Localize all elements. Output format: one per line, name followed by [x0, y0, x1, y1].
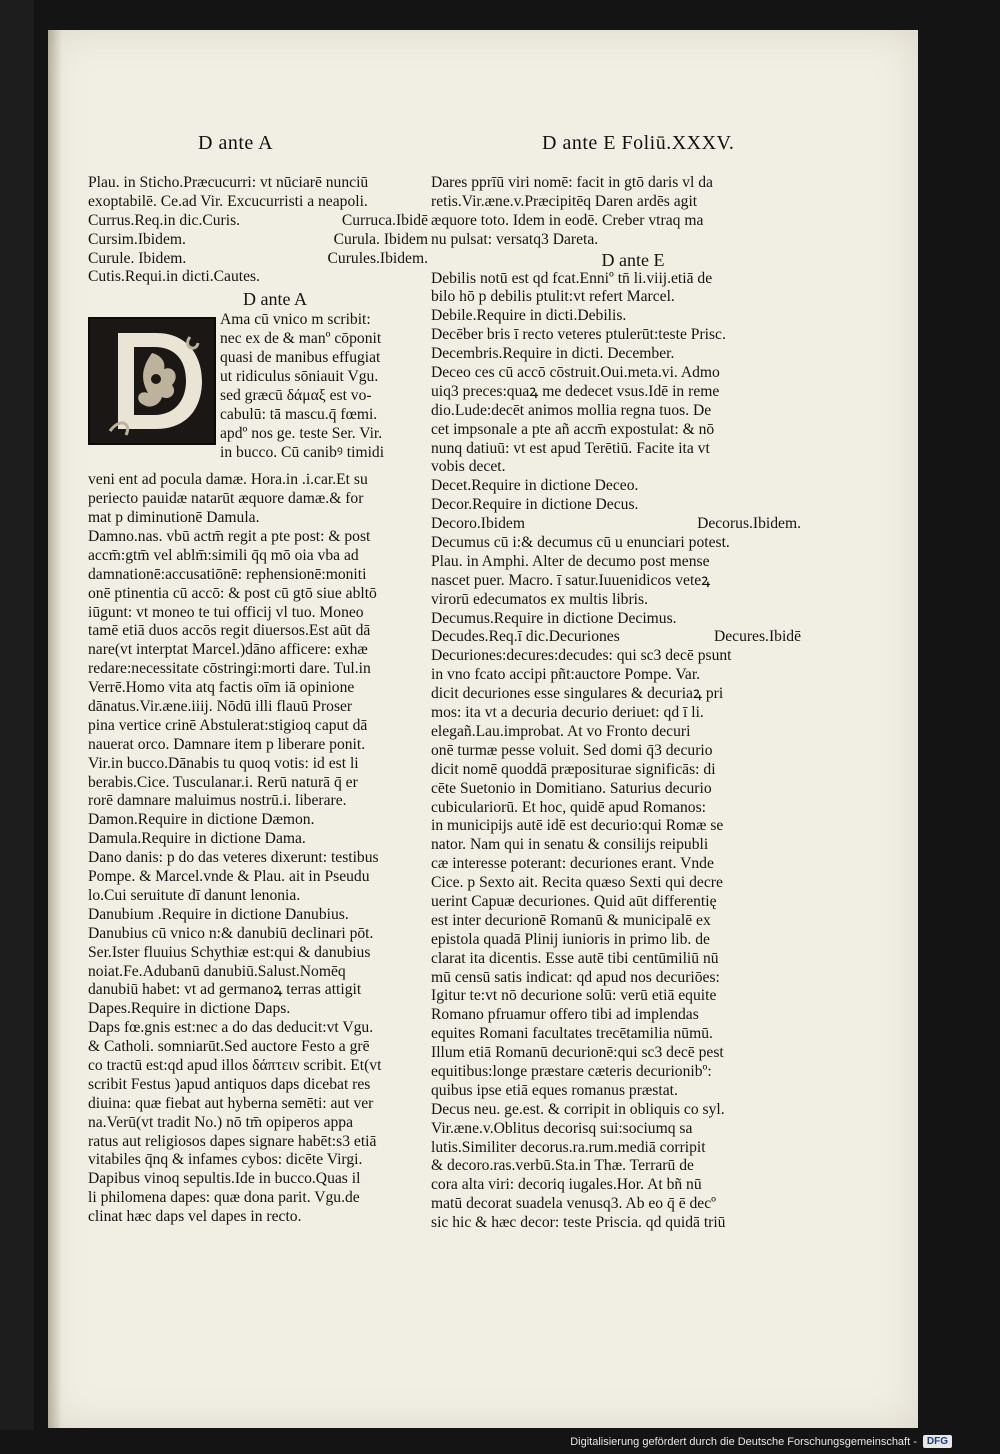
text-line: æquore toto. Idem in eodē. Creber vtraq ma: [431, 211, 704, 229]
text-line: Decus neu. ge.est. & corripit in obliquis co syl.: [431, 1100, 725, 1118]
text-line: mū censū satis indicat: qd apud nos decuriōes:: [431, 968, 720, 986]
scan-background: [0, 0, 34, 1430]
text-line: Decoro.Ibidem: [431, 515, 525, 533]
text-line: damnationē:accusatiōnē: rephensionē:moniti: [88, 565, 367, 583]
text-line: retis.Vir.æne.v.Præcipitēq Daren ardēs agit: [431, 192, 698, 210]
text-line: Decumus.Require in dictione Decimus.: [431, 609, 677, 627]
right-top-lines: [431, 174, 801, 250]
text-line: Decor.Require in dictione Decus.: [431, 496, 639, 514]
left-after-pairs: Cutis.Requi.in dicti.Cautes.: [88, 268, 260, 286]
text-line: cabulū: tā mascu.q̄ fœmi.: [220, 405, 378, 423]
text-line: ratus aut religiosos dapes signare habēt:s3 etiā: [88, 1132, 377, 1150]
text-line: Pompe. & Marcel.vnde & Plau. ait in Pseudu: [88, 868, 370, 886]
text-line: cet impsonale a pte añ accm̄ expostulat: & nō: [431, 420, 715, 438]
text-line: uiq3 preces:quaꝝ me dedecet vsus.Idē in reme: [431, 382, 720, 400]
text-line: est inter decurionē Romanū & municipalē ex: [431, 911, 711, 929]
text-line: lo.Cui seruitute dī danunt lenonia.: [88, 886, 301, 904]
text-line: Decorus.Ibidem.: [697, 515, 801, 533]
text-line: Damno.nas. vbū actm̄ regit a pte post: & post: [88, 528, 371, 546]
text-line: Dapes.Require in dictione Daps.: [88, 1000, 291, 1018]
text-line: Verrē.Homo vita atq factis oīm iā opinione: [88, 679, 355, 697]
text-line: scribit Festus )apud antiquos daps dicebat res: [88, 1075, 371, 1093]
text-line: mat p diminutionē Damula.: [88, 509, 260, 527]
text-line: nator. Nam qui in senatu & consilijs reipubli: [431, 836, 709, 854]
text-line-pair: [431, 515, 801, 534]
text-line: exoptabilē. Ce.ad Vir. Excucurristi a neapoli.: [88, 192, 368, 210]
left-pairs: [88, 212, 428, 269]
text-line: Cice. p Sexto ait. Recita quæso Sexti qui decre: [431, 874, 723, 892]
text-line-pair: [431, 628, 801, 647]
index-entry: Curula. Ibidem: [333, 230, 428, 248]
text-line: nec ex de & manº cōponit: [220, 330, 382, 348]
text-line: elegañ.Lau.improbat. At vo Fronto decuri: [431, 722, 691, 740]
text-line: clinat hæc daps vel dapes in recto.: [88, 1208, 302, 1226]
text-line: iūgunt: vt moneo te tui officij vl tuo. Moneo: [88, 603, 364, 621]
text-line: redare:necessitate cōstringi:morti dare. Tul.in: [88, 660, 371, 678]
text-line: & decoro.ras.verbū.Sta.in Thæ. Terrarū de: [431, 1157, 694, 1175]
left-column: [88, 174, 428, 1227]
index-entry: Currus.Req.in dic.Curis.: [88, 211, 241, 229]
text-line: virorū edecumatos ex multis libris.: [431, 590, 648, 608]
text-line: vobis decet.: [431, 458, 506, 476]
text-line: nare(vt interptat Marcel.)dāno afficere: exhæ: [88, 641, 368, 659]
text-line: quasi de manibus effugiat: [220, 349, 381, 367]
index-entry: Curruca.Ibidē: [341, 211, 428, 229]
text-line: Plau. in Sticho.Præcucurri: vt nūciarē nunciū: [88, 174, 369, 191]
text-line: Igitur te:vt nō decurione solū: verū etiā equite: [431, 987, 717, 1005]
section-title-de: D ante E: [601, 249, 665, 270]
text-line: Ser.Ister fluuius Schythiæ est:qui & danubius: [88, 943, 371, 961]
text-line: Vir.æne.v.Oblitus decorisq sui:sociumq sa: [431, 1119, 693, 1137]
text-line: apdº nos ge. teste Ser. Vir.: [220, 424, 383, 442]
index-entry-pair: [88, 231, 428, 250]
text-line: pina vertice crinē Abstulerat:stigioq caput dā: [88, 716, 368, 734]
text-line: Vir.in bucco.Dānabis tu quoq votis: id est li: [88, 754, 359, 772]
text-line: nascet puer. Macro. ī satur.Iuuenidicos veteꝝ: [431, 571, 711, 589]
text-line: bilo hō p debilis ptulit:vt refert Marcel.: [431, 288, 675, 306]
running-header-left: D ante A: [198, 132, 274, 154]
text-line: na.Verū(vt tradit No.) nō tm̄ opiperos appa: [88, 1113, 354, 1131]
section-title-da: D ante A: [243, 289, 307, 310]
index-entry-pair: [88, 250, 428, 269]
text-line: sed græcū δάμαξ est vo-: [220, 386, 372, 404]
text-line: vitabiles q̄nq & infames cybos: dicēte Virgi.: [88, 1151, 363, 1169]
text-line: noiat.Fe.Adubanū danubiū.Salust.Nomēq: [88, 962, 346, 980]
dfg-logo: DFG: [923, 1435, 952, 1448]
text-line: dicit decuriones esse singulares & decuriaꝝ pri: [431, 685, 724, 703]
text-line: Decumus cū i:& decumus cū u enunciari potest.: [431, 534, 730, 552]
text-line: periecto pauidæ natarūt æquore damæ.& for: [88, 490, 364, 508]
text-line: Decuriones:decures:decudes: qui sc3 decē psunt: [431, 647, 732, 665]
text-line: veni ent ad pocula damæ. Hora.in .i.car.Et su: [88, 471, 368, 489]
text-line: Romano pfruamur offero tibi ad implendas: [431, 1006, 699, 1024]
text-line: Dares pprīū viri nomē: facit in gtō daris vl da: [431, 174, 713, 191]
text-line: dicit nomē quoddā præpositurae significās: di: [431, 760, 716, 778]
text-line: Damon.Require in dictione Dæmon.: [88, 811, 315, 829]
text-line: in municipijs autē idē est decurio:qui Romæ se: [431, 817, 724, 835]
text-line: equites Romani facultates trecētamilia nūmū.: [431, 1025, 713, 1043]
text-line: cæ interesse poterant: decuriones erant. Vnde: [431, 855, 714, 873]
left-top-lines: [88, 174, 428, 212]
text-line: cora alta viri: decoriq iugales.Hor. At bñ nū: [431, 1176, 702, 1194]
text-line: Debile.Require in dicti.Debilis.: [431, 307, 627, 325]
left-body-lines: [88, 471, 428, 1227]
text-line: dio.Lude:decēt animos mollia regna tuos. De: [431, 401, 712, 419]
index-entry: Cursim.Ibidem.: [88, 230, 186, 248]
text-line: epistola quadā Plinij iunioris in primo lib. de: [431, 930, 710, 948]
text-line: Decēber bris ī recto veteres ptulerūt:teste Prisc.: [431, 326, 726, 344]
right-body-lines: [431, 270, 801, 1233]
text-line: li philomena dapes: quæ dona parit. Vgu.de: [88, 1189, 360, 1207]
text-line: & Catholi. somniarūt.Sed auctore Festo a grē: [88, 1038, 370, 1056]
text-line: equitibus:longe præstare cæteris decurionibº:: [431, 1062, 712, 1080]
text-line: cubiculariorū. Et hoc, quidē apud Romanos:: [431, 798, 706, 816]
text-line: lutis.Similiter decorus.ra.rum.mediā corripit: [431, 1138, 706, 1156]
text-line: ut ridiculus sōniauit Vgu.: [220, 368, 379, 386]
text-line: Decudes.Req.ī dic.Decuriones: [431, 628, 620, 646]
text-line: in vno fcato accipi pñt:auctore Pompe. Var.: [431, 666, 701, 684]
text-line: berabis.Cice. Tusculanar.i. Rerū naturā q̄ er: [88, 773, 358, 791]
initial-block: [88, 311, 428, 501]
text-line: Dapibus vinoq sepultis.Ide in bucco.Quas il: [88, 1170, 361, 1188]
text-line: tamē etiā duos accōs regit diuersos.Est aūt dā: [88, 622, 371, 640]
text-line: Damula.Require in dictione Dama.: [88, 830, 306, 848]
initial-text-lines: [220, 311, 432, 462]
footer-text: Digitalisierung gefördert durch die Deutsche Forschungsgemeinschaft -: [570, 1435, 917, 1448]
text-line: Danubius cū vnico n:& danubiū declinari pōt.: [88, 924, 374, 942]
text-line: dānatus.Vir.æne.iiij. Nōdū illi flauū Proser: [88, 698, 353, 716]
text-line: quibus ipse etiā eques romanus præstat.: [431, 1081, 678, 1099]
text-line: mos: ita vt a decuria decurio deriuet: qd ī li.: [431, 704, 704, 722]
text-line: nu pulsat: versatq3 Dareta.: [431, 230, 599, 248]
text-line: rorē damnare maluimus nostrū.i. liberare.: [88, 792, 347, 810]
text-line: matū decorat suadela venusq3. Ab eo q̄ ē decº: [431, 1195, 716, 1213]
text-line: clarat ita dicentis. Esse autē tibi centūmiliū nū: [431, 949, 719, 967]
index-entry: Curule. Ibidem.: [88, 249, 187, 267]
right-column: [431, 174, 801, 1233]
text-line: Daps fœ.gnis est:nec a do das deducit:vt Vgu.: [88, 1019, 374, 1037]
text-line: Debilis notū est qd fcat.Enniº tn̄ li.viij.etiā de: [431, 269, 713, 287]
index-entry: Curules.Ibidem.: [327, 249, 428, 267]
text-line: Decembris.Require in dicti. December.: [431, 345, 675, 363]
text-line: Decures.Ibidē: [713, 628, 801, 646]
digitization-footer: [570, 1435, 952, 1448]
text-line: sic hic & hæc decor: teste Priscia. qd quidā triū: [431, 1214, 726, 1232]
decorated-initial-d-icon: [88, 317, 216, 445]
text-line: cēte Suetonio in Domitiano. Saturius decurio: [431, 779, 712, 797]
text-line: co tractū est:qd apud illos δάπτειν scribit. Et(vt: [88, 1056, 382, 1074]
text-line: onē ptinentia cū accō: & post cū gtō siue abltō: [88, 584, 377, 602]
index-entry-pair: [88, 212, 428, 231]
text-line: nauerat orco. Damnare item p liberare ponit.: [88, 735, 366, 753]
text-line: Decet.Require in dictione Deceo.: [431, 477, 639, 495]
text-line: diuina: quæ fiebat aut hyberna semēti: aut ver: [88, 1094, 374, 1112]
text-line: Plau. in Amphi. Alter de decumo post mense: [431, 552, 710, 570]
text-line: accm̄:gtm̄ vel ablm̄:simili q̄q mō oia vba ad: [88, 546, 359, 564]
text-line: Deceo ces cū accō cōstruit.Oui.meta.vi. Admo: [431, 364, 720, 382]
text-line: Ama cū vnico m scribit:: [220, 311, 371, 329]
text-line: in bucco. Cū canibꝰ timidi: [220, 443, 385, 461]
text-line: uerint Capuæ decuriones. Quid aūt differentię: [431, 892, 717, 910]
text-line: onē turmæ pesse voluit. Sed domi q̄3 decurio: [431, 741, 713, 759]
text-line: Illum etiā Romanū decurionē:qui sc3 decē pest: [431, 1044, 724, 1062]
book-page: [48, 30, 918, 1428]
text-line: Dano danis: p do das veteres dixerunt: testibus: [88, 849, 379, 867]
running-header-right: D ante E Foliū.XXXV.: [542, 132, 735, 154]
text-line: Danubium .Require in dictione Danubius.: [88, 905, 349, 923]
text-line: nunq datiuū: vt est apud Terētiū. Facite ita vt: [431, 439, 710, 457]
text-line: danubiū habet: vt ad germanoꝝ terras attigit: [88, 981, 362, 999]
